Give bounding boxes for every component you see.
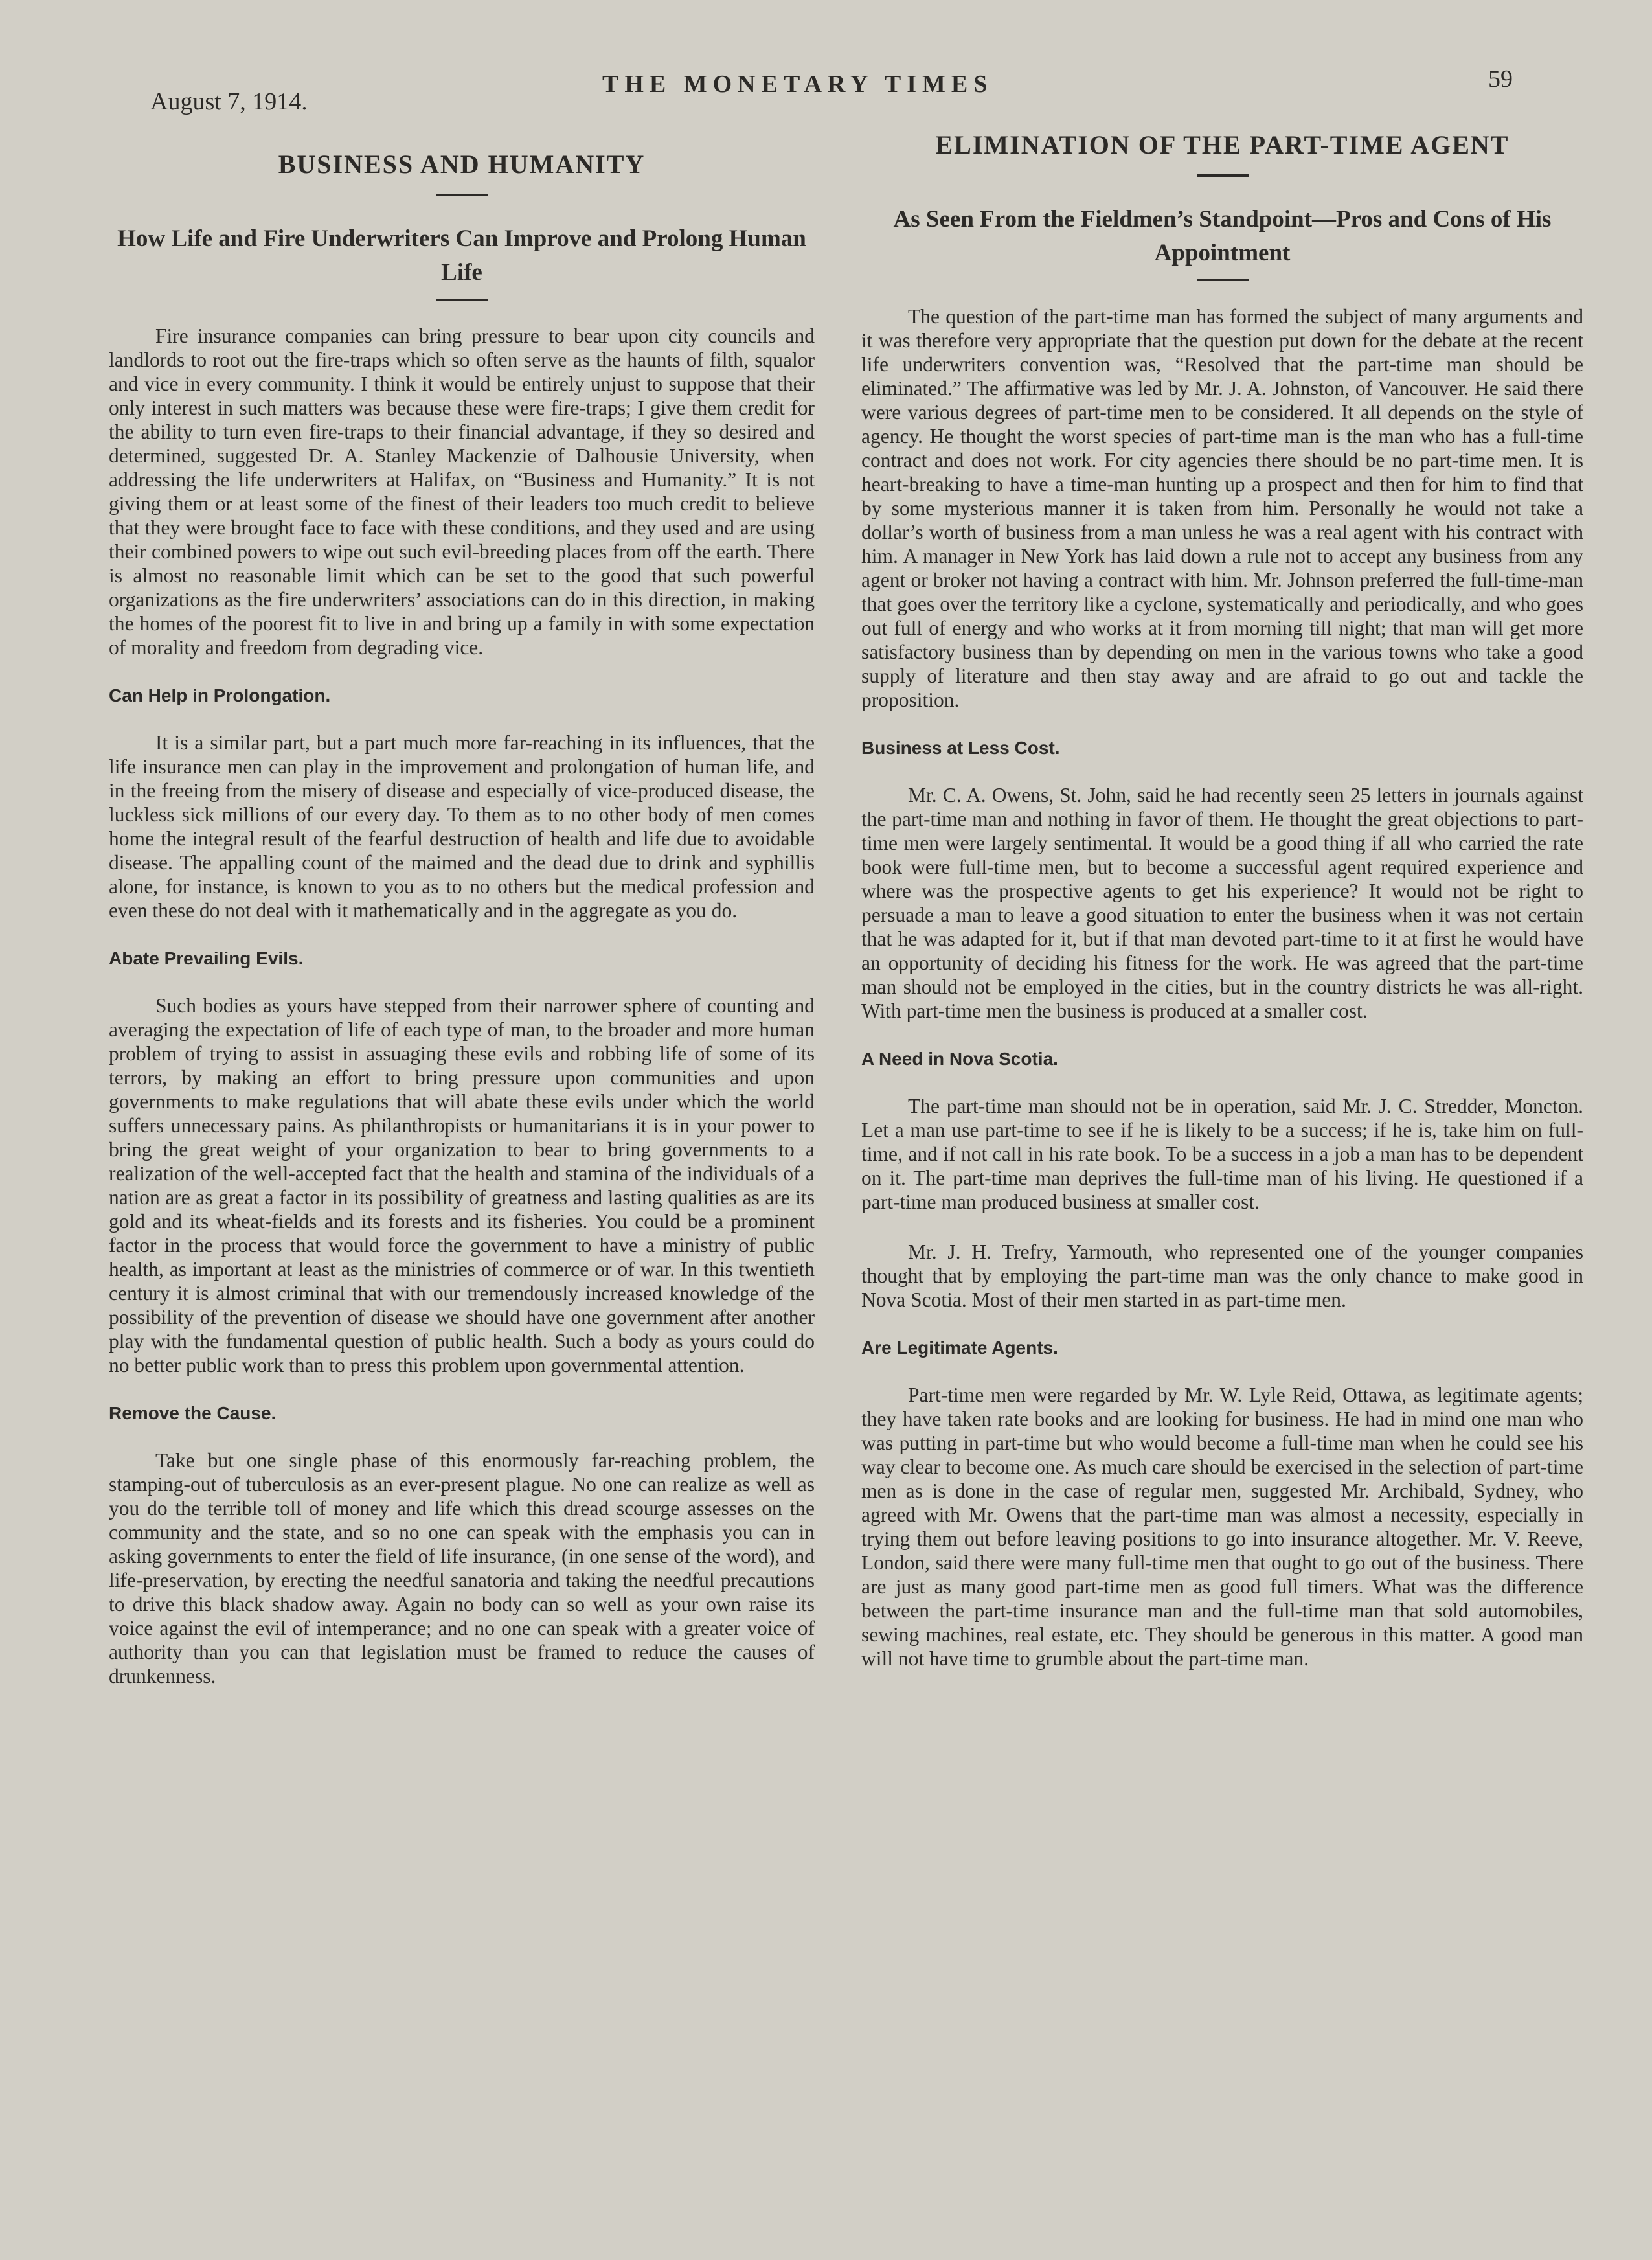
section-paragraph: Part-time men were regarded by Mr. W. Lyle Reid, Ottawa, as legitimate agents; they have taken rate books and are looking for business. He had in mind one man who was putting in part-time but who would become a full-time man when he could see his way clear to become one. As much care should be exercised in the selection of part-time men as is done in the case of regular men, suggested Mr. Archibald, Sydney, who agreed with Mr. Owens that the part-time man was almost a necessity, especially in trying them out before leaving positions to go into insurance altogether. Mr. V. Reeve, London, said there were many full-time men that ought to go out of the business. There are just as many good part-time men as good full timers. What was the difference between the part-time insurance man and the full-time man that sold automobiles, sewing machines, real estate, etc. They should be generous in this matter. A good man will not have time to grumble about the part-time man. <box>861 1384 1583 1670</box>
publication-title: THE MONETARY TIMES <box>602 71 993 98</box>
section-paragraph: Mr. J. H. Trefry, Yarmouth, who represented one of the younger companies thought that by employing the part-time man was the only chance to make good in Nova Scotia. Most of their men started in as part-time men. <box>861 1240 1583 1311</box>
title-divider <box>1197 174 1249 177</box>
intro-paragraph: Fire insurance companies can bring pressure to bear upon city councils and landlords to root out the fire-traps which so often serve as the haunts of filth, squalor and vice in every community. I think it would be entirely unjust to suppose that their only interest in such matters was because these were fire-traps; I give them credit for the ability to turn even fire-traps to their financial advantage, if they so desired and determined, suggested Dr. A. Stanley Mackenzie of Dalhousie University, when addressing the life underwriters at Halifax, on “Business and Humanity.” It is not giving them or at least some of the finest of their leaders too much credit to believe that they were brought face to face with these conditions, and they used and are using their combined powers to wipe out such evil-breeding places from off the earth. There is almost no reasonable limit which can be set to the good that such powerful organizations as the fire underwriters’ associations can do in this direction, in making the homes of the poorest fit to live in and bring up a family in with some expectation of morality and freedom from degrading vice. <box>109 325 815 659</box>
subtitle-divider <box>1197 279 1249 281</box>
left-column <box>109 149 815 1714</box>
section-heading: Are Legitimate Agents. <box>861 1338 1058 1358</box>
subtitle-divider <box>436 299 488 301</box>
section-paragraph: The part-time man should not be in operation, said Mr. J. C. Stredder, Moncton. Let a man use part-time to see if he is likely to be a success; if he is, take him on full-time, and if not call in his rate book. To be a success in a job a man has to be dependent on it. The part-time man deprives the full-time man of his living. He questioned if a part-time man produced business at smaller cost. <box>861 1095 1583 1213</box>
title-divider <box>436 194 488 196</box>
article-title: ELIMINATION OF THE PART-TIME AGENT <box>935 130 1510 159</box>
issue-date: August 7, 1914. <box>150 88 308 115</box>
section-heading: Business at Less Cost. <box>861 738 1060 758</box>
section-heading: Abate Prevailing Evils. <box>109 948 304 968</box>
section-paragraph: Mr. C. A. Owens, St. John, said he had recently seen 25 letters in journals against the part-time man and nothing in favor of them. He thought the great objections to part-time men were largely sentimental. It would be a good thing if all who carried the rate book were full-time men, but to become a successful agent required experience and where was the prospective agents to get his experience? It would not be right to persuade a man to leave a good situation to enter the business when it was not certain that he was adapted for it, but if that man devoted part-time to it at first he would have an opportunity of deciding his fitness for the work. He was agreed that the part-time man should not be employed in the cities, but in the country districts he was all-right. With part-time men the business is produced at a smaller cost. <box>861 784 1583 1022</box>
page-number: 59 <box>1488 65 1513 93</box>
article-subtitle: How Life and Fire Underwriters Can Improve and Prolong Human Life <box>117 225 806 286</box>
article-title: BUSINESS AND HUMANITY <box>278 150 646 179</box>
right-column <box>861 130 1583 1696</box>
section-paragraph: Such bodies as yours have stepped from their narrower sphere of counting and averaging the expectation of life of each type of man, to the broader and more human problem of trying to assist in assuaging these evils and robbing life of some of its terrors, by making an effort to bring pressure upon communities and upon governments to make regulations that will abate these evils under which the world suffers unnecessary pains. As philanthropists or humanitarians it is in your power to bring the great weight of your organization to bear to bring governments to a realization of the well-accepted fact that the health and stamina of the individuals of a nation are as great a factor in its possibility of greatness and lasting qualities as are its gold and its wheat-fields and its forests and its fisheries. You could be a prominent factor in the process that would force the government to have a ministry of public health, as important at least as the ministries of commerce or of war. In this twentieth century it is almost criminal that with our tremendously increased knowledge of the possibility of the prevention of disease we should have one government after another play with the fundamental question of public health. Such a body as yours could do no better public work than to press this problem upon governmental attention. <box>109 994 815 1376</box>
section-heading: A Need in Nova Scotia. <box>861 1049 1058 1069</box>
section-paragraph: It is a similar part, but a part much more far-reaching in its influences, that the life insurance men can play in the improvement and prolongation of human life, and in the freeing from the misery of disease and especially of vice-produced disease, the luckless sick millions of our every day. To them as to no other body of men comes home the integral result of the fearful destruction of health and life due to avoidable disease. The appalling count of the maimed and the dead due to drink and syphillis alone, for instance, is known to you as to no others but the medical profession and even these do not deal with it mathematically and in the aggregate as you do. <box>109 731 815 922</box>
section-paragraph: Take but one single phase of this enormously far-reaching problem, the stamping-out of tuberculosis as an ever-present plague. No one can realize as well as you do the terrible toll of money and life which this dread scourge assesses on the community and the state, and so no one can speak with the emphasis you can in asking governments to enter the field of life insurance, (in one sense of the word), and life-preservation, by erecting the needful sanatoria and taking the needful precautions to drive this black shadow away. Again no body can so well as your own raise its voice against the evil of intemperance; and no one can speak with a greater voice of authority than you can that legislation must be framed to reduce the causes of drunkenness. <box>109 1449 815 1687</box>
article-subtitle: As Seen From the Fieldmen’s Standpoint—Pros and Cons of His Appointment <box>893 206 1552 266</box>
section-heading: Remove the Cause. <box>109 1403 277 1423</box>
intro-paragraph: The question of the part-time man has formed the subject of many arguments and it was therefore very appropriate that the question put down for the debate at the recent life underwriters convention was, “Resolved that the part-time man should be eliminated.” The affirmative was led by Mr. J. A. Johnston, of Vancouver. He said there were various degrees of part-time men to be considered. It all depends on the style of agency. He thought the worst species of part-time man is the man who has a full-time contract and does not work. For city agencies there should be no part-time men. It is heart-breaking to have a time-man hunting up a prospect and then for him to find that by some mysterious manner it is taken from him. Personally he would not take a dollar’s worth of business from a man unless he was a real agent with his contract with him. A manager in New York has laid down a rule not to accept any business from any agent or broker not having a contract with him. Mr. Johnson preferred the full-time-man that goes over the territory like a cyclone, systematically and periodically, and who goes out full of energy and who works at it from morning till night; that man will get more satisfactory business than by depending on men in the various towns who take a good supply of literature and then stay away and are afraid to go out and tackle the proposition. <box>861 305 1583 711</box>
section-heading: Can Help in Prolongation. <box>109 685 331 705</box>
